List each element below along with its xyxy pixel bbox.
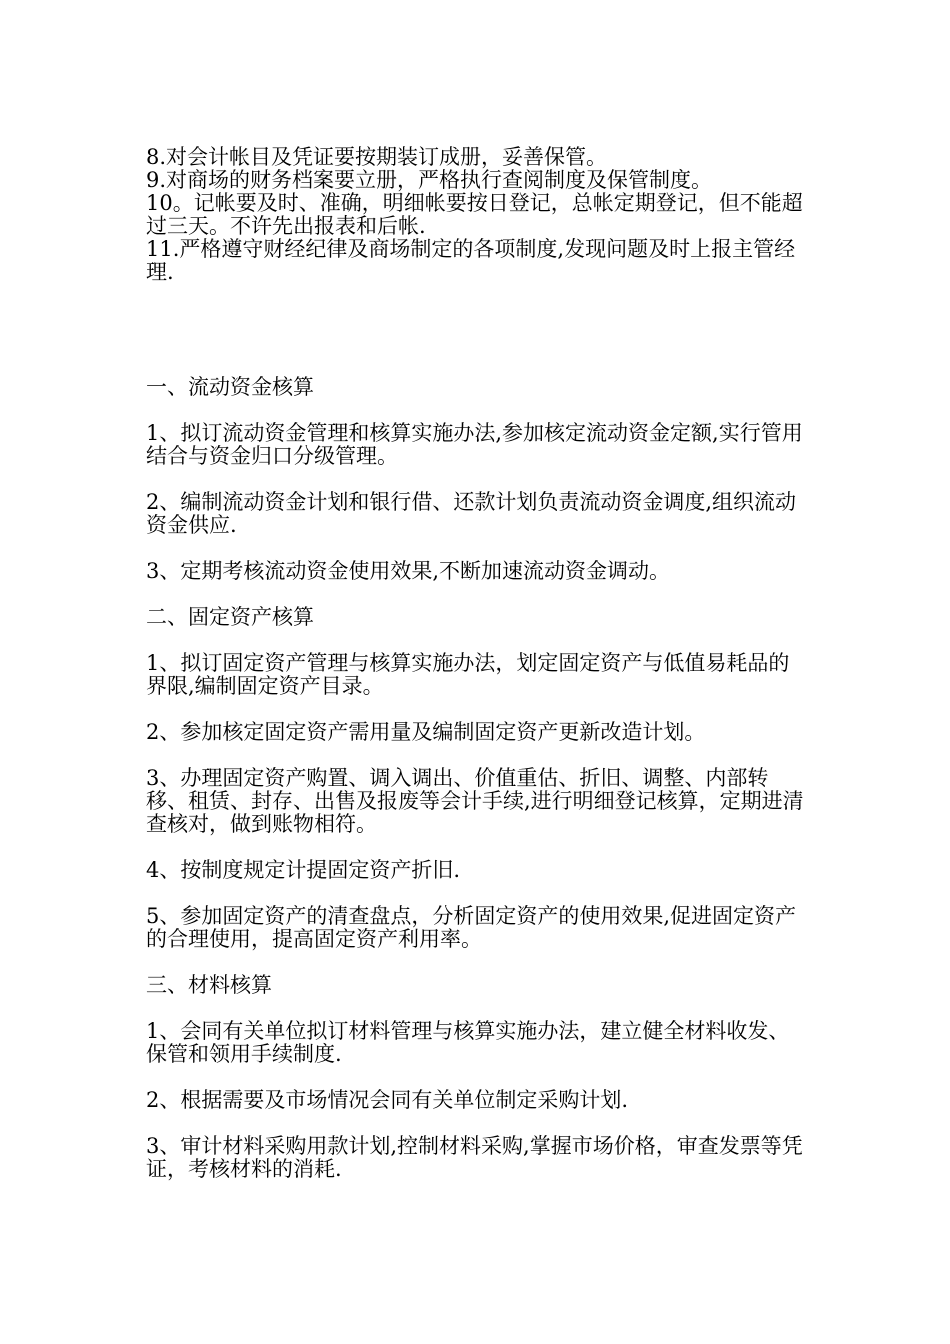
section-heading: 一、流动资金核算 xyxy=(146,375,314,399)
section-item: 3、定期考核流动资金使用效果,不断加速流动资金调动。 xyxy=(146,559,671,583)
rule-11: 11.严格遵守财经纪律及商场制定的各项制度,发现问题及时上报主管经理. xyxy=(146,237,796,284)
section-item: 5、参加固定资产的清查盘点，分析固定资产的使用效果,促进固定资产的合理使用，提高固定资产利用率。 xyxy=(146,904,797,951)
section-materials xyxy=(146,974,810,1181)
rule-8: 8.对会计帐目及凭证要按期装订成册，妥善保管。 xyxy=(146,145,608,169)
rules-list xyxy=(146,146,810,284)
section-item: 1、拟订固定资产管理与核算实施办法，划定固定资产与低值易耗品的界限,编制固定资产目录。 xyxy=(146,651,790,698)
document-page xyxy=(146,146,810,1204)
section-item: 3、办理固定资产购置、调入调出、价值重估、折旧、调整、内部转移、租赁、封存、出售及报废等会计手续,进行明细登记核算，定期进清查核对，做到账物相符。 xyxy=(146,766,804,836)
section-item: 2、根据需要及市场情况会同有关单位制定采购计划. xyxy=(146,1088,629,1112)
section-item: 4、按制度规定计提固定资产折旧. xyxy=(146,858,461,882)
section-current-funds xyxy=(146,376,810,583)
section-item: 1、会同有关单位拟订材料管理与核算实施办法，建立健全材料收发、保管和领用手续制度. xyxy=(146,1019,790,1066)
section-item: 2、编制流动资金计划和银行借、还款计划负责流动资金调度,组织流动资金供应. xyxy=(146,490,797,537)
rule-10: 10。记帐要及时、准确，明细帐要按日登记，总帐定期登记，但不能超过三天。不许先出报表和后帐. xyxy=(146,191,803,238)
section-gap xyxy=(146,284,810,376)
section-heading: 三、材料核算 xyxy=(146,973,272,997)
section-item: 3、审计材料采购用款计划,控制材料采购,掌握市场价格，审查发票等凭证，考核材料的消耗. xyxy=(146,1134,803,1181)
section-item: 1、拟订流动资金管理和核算实施办法,参加核定流动资金定额,实行管用结合与资金归口分级管理。 xyxy=(146,421,803,468)
section-fixed-assets xyxy=(146,606,810,951)
rule-9: 9.对商场的财务档案要立册，严格执行查阅制度及保管制度。 xyxy=(146,168,713,192)
section-item: 2、参加核定固定资产需用量及编制固定资产更新改造计划。 xyxy=(146,720,706,744)
section-heading: 二、固定资产核算 xyxy=(146,605,314,629)
